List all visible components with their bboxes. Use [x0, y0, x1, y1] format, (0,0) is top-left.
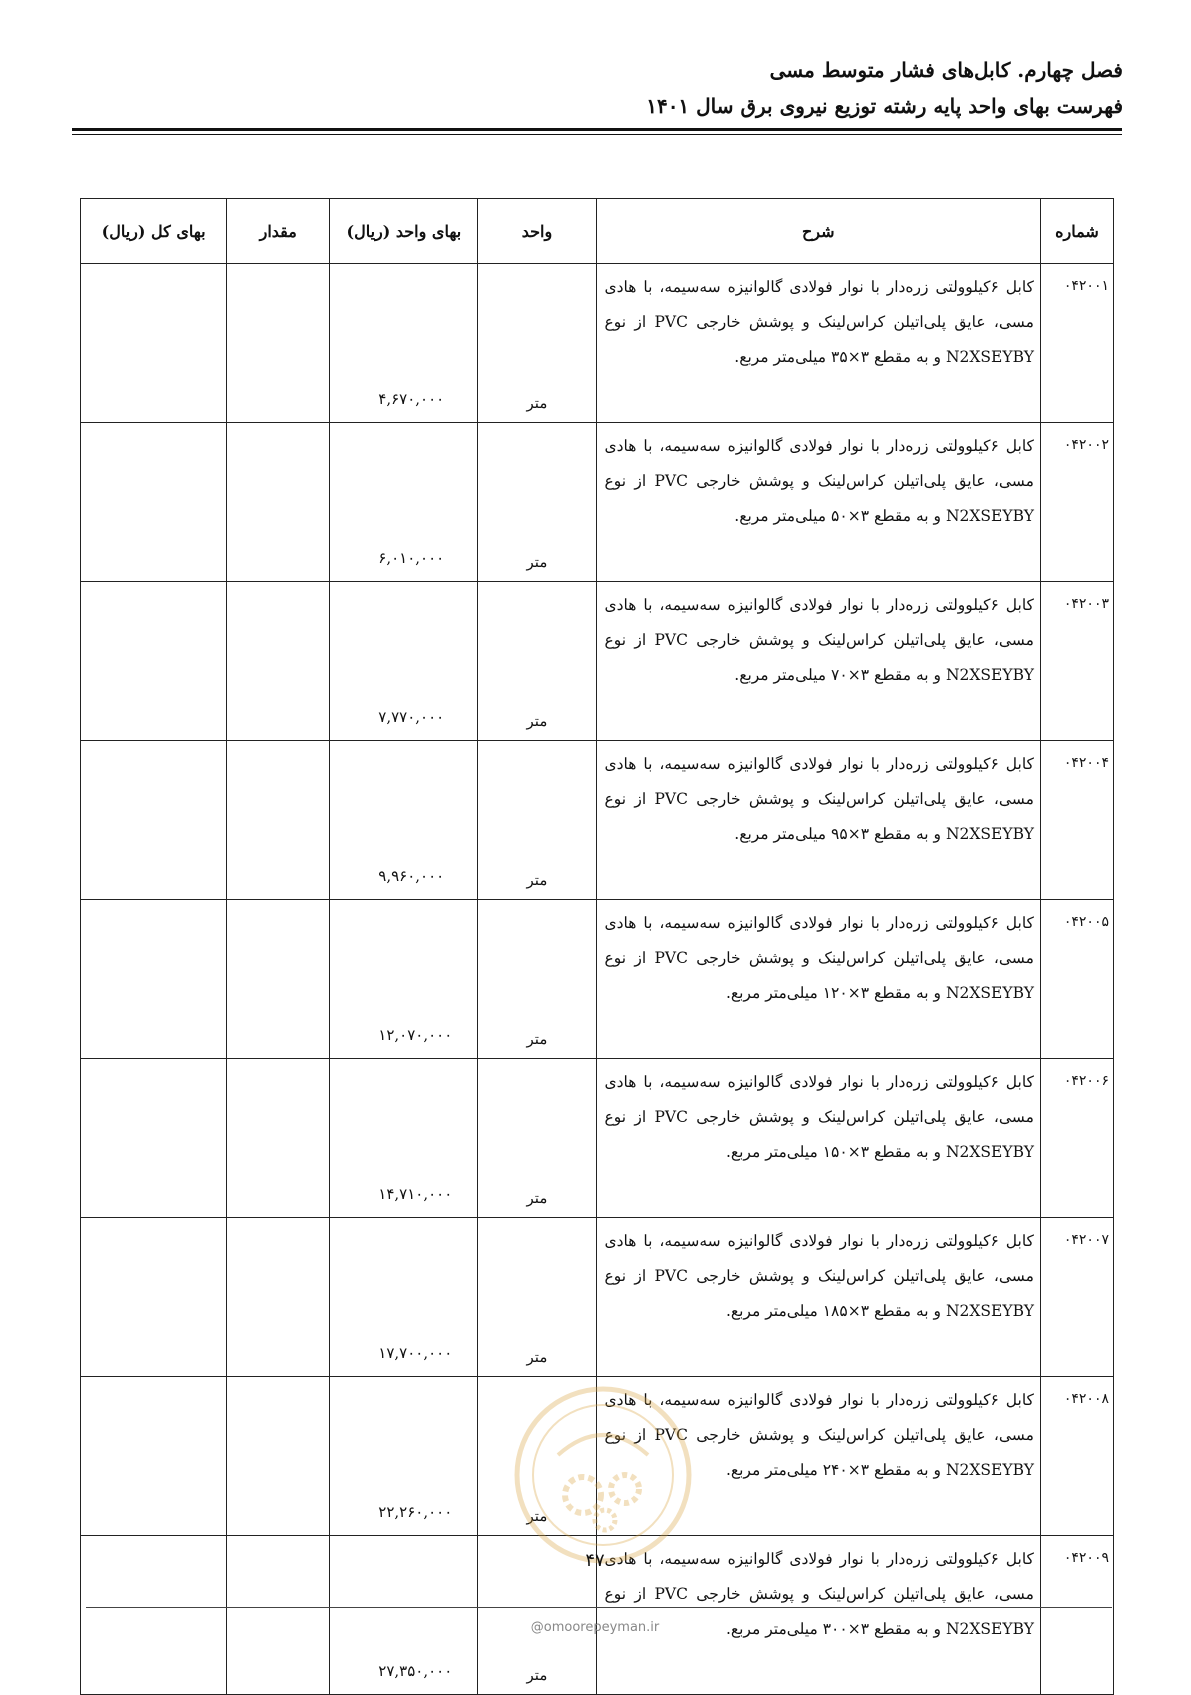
item-unit: متر: [478, 582, 596, 741]
item-quantity: [227, 264, 330, 423]
item-number: ۰۴۲۰۰۲: [1040, 423, 1113, 582]
header-rule-thin: [72, 134, 1122, 135]
item-quantity: [227, 900, 330, 1059]
item-number: ۰۴۲۰۰۴: [1040, 741, 1113, 900]
item-unit-price: ۷,۷۷۰,۰۰۰: [330, 582, 478, 741]
item-unit: متر: [478, 423, 596, 582]
item-description: کابل ۶کیلوولتی زره‌دار با نوار فولادی گالوانیزه سه‌سیمه، با هادی مسی، عایق پلی‌اتیلن کراس‌لینک و پوشش خارجی PVC از نوع N2XSEYBY و به مقطع ۳×۱۵۰ میلی‌متر مربع.: [596, 1059, 1040, 1218]
item-description: کابل ۶کیلوولتی زره‌دار با نوار فولادی گالوانیزه سه‌سیمه، با هادی مسی، عایق پلی‌اتیلن کراس‌لینک و پوشش خارجی PVC از نوع N2XSEYBY و به مقطع ۳×۳۰۰ میلی‌متر مربع.: [596, 1536, 1040, 1695]
item-total: [81, 741, 227, 900]
table-row: [81, 582, 1114, 741]
header-number: شماره: [1040, 199, 1113, 264]
table-row: [81, 900, 1114, 1059]
item-unit: متر: [478, 1536, 596, 1695]
item-unit-price: ۴,۶۷۰,۰۰۰: [330, 264, 478, 423]
item-number: ۰۴۲۰۰۵: [1040, 900, 1113, 1059]
item-unit-price: ۹,۹۶۰,۰۰۰: [330, 741, 478, 900]
item-unit: متر: [478, 741, 596, 900]
item-total: [81, 582, 227, 741]
chapter-title: فصل چهارم. کابل‌های فشار متوسط مسی: [769, 58, 1123, 82]
price-table: [80, 198, 1114, 1695]
item-description: کابل ۶کیلوولتی زره‌دار با نوار فولادی گالوانیزه سه‌سیمه، با هادی مسی، عایق پلی‌اتیلن کراس‌لینک و پوشش خارجی PVC از نوع N2XSEYBY و به مقطع ۳×۷۰ میلی‌متر مربع.: [596, 582, 1040, 741]
item-number: ۰۴۲۰۰۷: [1040, 1218, 1113, 1377]
item-unit-price: ۱۲,۰۷۰,۰۰۰: [330, 900, 478, 1059]
item-unit: متر: [478, 900, 596, 1059]
footer-rule: [86, 1607, 1112, 1608]
item-total: [81, 900, 227, 1059]
table-row: [81, 1059, 1114, 1218]
table-row: [81, 423, 1114, 582]
item-quantity: [227, 1377, 330, 1536]
page-header: [63, 55, 1123, 121]
header-unit-price: بهای واحد (ریال): [330, 199, 478, 264]
item-number: ۰۴۲۰۰۸: [1040, 1377, 1113, 1536]
price-list-title: فهرست بهای واحد پایه رشته توزیع نیروی برق سال ۱۴۰۱: [646, 94, 1123, 118]
page-number: ۴۷: [585, 1550, 605, 1571]
table-row: [81, 741, 1114, 900]
header-rule-thick: [72, 128, 1122, 131]
table-row: [81, 264, 1114, 423]
table-row: [81, 1377, 1114, 1536]
item-total: [81, 1377, 227, 1536]
item-total: [81, 264, 227, 423]
item-unit-price: ۲۲,۲۶۰,۰۰۰: [330, 1377, 478, 1536]
item-number: ۰۴۲۰۰۳: [1040, 582, 1113, 741]
item-unit: متر: [478, 1218, 596, 1377]
item-total: [81, 1218, 227, 1377]
item-quantity: [227, 582, 330, 741]
item-total: [81, 1536, 227, 1695]
item-description: کابل ۶کیلوولتی زره‌دار با نوار فولادی گالوانیزه سه‌سیمه، با هادی مسی، عایق پلی‌اتیلن کراس‌لینک و پوشش خارجی PVC از نوع N2XSEYBY و به مقطع ۳×۳۵ میلی‌متر مربع.: [596, 264, 1040, 423]
item-number: ۰۴۲۰۰۶: [1040, 1059, 1113, 1218]
header-quantity: مقدار: [227, 199, 330, 264]
item-description: کابل ۶کیلوولتی زره‌دار با نوار فولادی گالوانیزه سه‌سیمه، با هادی مسی، عایق پلی‌اتیلن کراس‌لینک و پوشش خارجی PVC از نوع N2XSEYBY و به مقطع ۳×۱۸۵ میلی‌متر مربع.: [596, 1218, 1040, 1377]
item-description: کابل ۶کیلوولتی زره‌دار با نوار فولادی گالوانیزه سه‌سیمه، با هادی مسی، عایق پلی‌اتیلن کراس‌لینک و پوشش خارجی PVC از نوع N2XSEYBY و به مقطع ۳×۱۲۰ میلی‌متر مربع.: [596, 900, 1040, 1059]
item-quantity: [227, 423, 330, 582]
item-unit-price: ۱۷,۷۰۰,۰۰۰: [330, 1218, 478, 1377]
item-unit-price: ۲۷,۳۵۰,۰۰۰: [330, 1536, 478, 1695]
item-total: [81, 1059, 227, 1218]
item-quantity: [227, 741, 330, 900]
item-description: کابل ۶کیلوولتی زره‌دار با نوار فولادی گالوانیزه سه‌سیمه، با هادی مسی، عایق پلی‌اتیلن کراس‌لینک و پوشش خارجی PVC از نوع N2XSEYBY و به مقطع ۳×۲۴۰ میلی‌متر مربع.: [596, 1377, 1040, 1536]
item-unit: متر: [478, 1377, 596, 1536]
item-unit: متر: [478, 264, 596, 423]
table-row: [81, 1218, 1114, 1377]
item-unit-price: ۶,۰۱۰,۰۰۰: [330, 423, 478, 582]
item-description: کابل ۶کیلوولتی زره‌دار با نوار فولادی گالوانیزه سه‌سیمه، با هادی مسی، عایق پلی‌اتیلن کراس‌لینک و پوشش خارجی PVC از نوع N2XSEYBY و به مقطع ۳×۹۵ میلی‌متر مربع.: [596, 741, 1040, 900]
item-quantity: [227, 1536, 330, 1695]
item-quantity: [227, 1059, 330, 1218]
item-unit: متر: [478, 1059, 596, 1218]
item-number: ۰۴۲۰۰۱: [1040, 264, 1113, 423]
item-description: کابل ۶کیلوولتی زره‌دار با نوار فولادی گالوانیزه سه‌سیمه، با هادی مسی، عایق پلی‌اتیلن کراس‌لینک و پوشش خارجی PVC از نوع N2XSEYBY و به مقطع ۳×۵۰ میلی‌متر مربع.: [596, 423, 1040, 582]
item-number: ۰۴۲۰۰۹: [1040, 1536, 1113, 1695]
website-watermark: @omoorepeyman.ir: [530, 1620, 660, 1635]
table-header-row: [81, 199, 1114, 264]
item-unit-price: ۱۴,۷۱۰,۰۰۰: [330, 1059, 478, 1218]
header-total-price: بهای کل (ریال): [81, 199, 227, 264]
item-total: [81, 423, 227, 582]
header-unit: واحد: [478, 199, 596, 264]
header-description: شرح: [596, 199, 1040, 264]
item-quantity: [227, 1218, 330, 1377]
